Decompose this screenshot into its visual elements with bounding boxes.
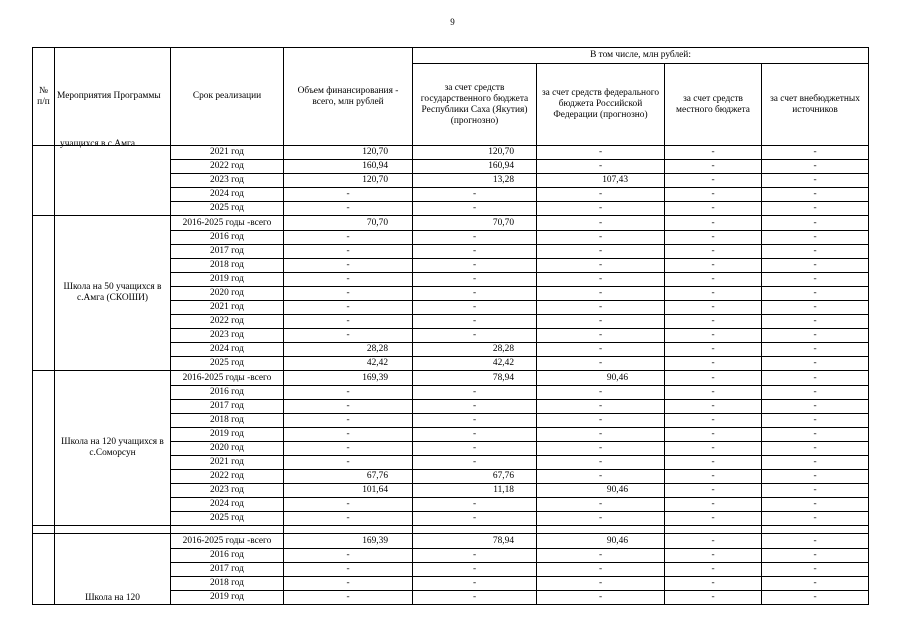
federal-cell: - — [537, 470, 665, 484]
table-row — [33, 371, 869, 386]
period-cell: 2024 год — [171, 498, 284, 512]
period-cell: 2022 год — [171, 315, 284, 329]
republic-cell: - — [413, 202, 537, 216]
federal-cell: - — [537, 273, 665, 287]
measure-name-cell — [55, 216, 171, 371]
federal-cell: - — [537, 400, 665, 414]
local-cell: - — [665, 591, 762, 605]
header-extra: за счет внебюджетных источников — [762, 64, 869, 146]
total-cell: 67,76 — [284, 470, 413, 484]
local-cell: - — [665, 456, 762, 470]
extra-cell: - — [762, 456, 869, 470]
total-cell: - — [284, 442, 413, 456]
period-cell: 2018 год — [171, 259, 284, 273]
header-federal: за счет средств федерального бюджета Российской Федерации (прогнозно) — [537, 64, 665, 146]
total-cell: 169,39 — [284, 534, 413, 549]
local-cell: - — [665, 442, 762, 456]
republic-cell: - — [413, 273, 537, 287]
federal-cell: - — [537, 386, 665, 400]
extra-cell: - — [762, 245, 869, 259]
total-cell: - — [284, 273, 413, 287]
local-cell: - — [665, 343, 762, 357]
extra-cell: - — [762, 484, 869, 498]
federal-cell: - — [537, 428, 665, 442]
federal-cell: - — [537, 414, 665, 428]
table-row — [33, 146, 869, 160]
total-cell: 42,42 — [284, 357, 413, 371]
gap-cell — [171, 526, 284, 534]
total-cell: 169,39 — [284, 371, 413, 386]
table-row — [33, 534, 869, 549]
gap-name-cell — [55, 526, 171, 534]
republic-cell: - — [413, 498, 537, 512]
republic-cell: - — [413, 442, 537, 456]
period-cell: 2016 год — [171, 386, 284, 400]
total-cell: - — [284, 414, 413, 428]
period-cell: 2025 год — [171, 512, 284, 526]
measure-name-cell — [55, 371, 171, 526]
extra-cell: - — [762, 414, 869, 428]
extra-cell: - — [762, 259, 869, 273]
total-cell: 101,64 — [284, 484, 413, 498]
local-cell: - — [665, 428, 762, 442]
federal-cell: - — [537, 216, 665, 231]
total-cell: 160,94 — [284, 160, 413, 174]
extra-cell: - — [762, 231, 869, 245]
extra-cell: - — [762, 202, 869, 216]
block-gap-row — [33, 526, 869, 534]
extra-cell: - — [762, 188, 869, 202]
local-cell: - — [665, 315, 762, 329]
republic-cell: - — [413, 245, 537, 259]
federal-cell: 107,43 — [537, 174, 665, 188]
local-cell: - — [665, 301, 762, 315]
local-cell: - — [665, 563, 762, 577]
period-cell: 2018 год — [171, 577, 284, 591]
local-cell: - — [665, 498, 762, 512]
financing-table-container — [32, 47, 868, 604]
period-cell: 2025 год — [171, 357, 284, 371]
republic-cell: - — [413, 188, 537, 202]
federal-cell: - — [537, 231, 665, 245]
measure-name-cell — [55, 139, 171, 216]
period-cell: 2019 год — [171, 591, 284, 605]
period-cell: 2024 год — [171, 188, 284, 202]
extra-cell: - — [762, 386, 869, 400]
republic-cell: - — [413, 563, 537, 577]
extra-cell: - — [762, 357, 869, 371]
total-cell: - — [284, 428, 413, 442]
local-cell: - — [665, 273, 762, 287]
period-cell: 2022 год — [171, 470, 284, 484]
measure-name: Школа на 120 — [85, 593, 140, 603]
total-cell: 120,70 — [284, 174, 413, 188]
extra-cell: - — [762, 371, 869, 386]
header-group: В том числе, млн рублей: — [413, 48, 869, 64]
total-cell: - — [284, 512, 413, 526]
extra-cell: - — [762, 160, 869, 174]
total-cell: - — [284, 577, 413, 591]
period-cell: 2023 год — [171, 329, 284, 343]
extra-cell: - — [762, 442, 869, 456]
extra-cell: - — [762, 549, 869, 563]
period-cell: 2019 год — [171, 428, 284, 442]
local-cell: - — [665, 231, 762, 245]
extra-cell: - — [762, 216, 869, 231]
period-cell: 2024 год — [171, 343, 284, 357]
total-cell: - — [284, 202, 413, 216]
total-cell: 28,28 — [284, 343, 413, 357]
republic-cell: - — [413, 456, 537, 470]
total-cell: - — [284, 287, 413, 301]
federal-cell: - — [537, 259, 665, 273]
republic-cell: 28,28 — [413, 343, 537, 357]
local-cell: - — [665, 287, 762, 301]
extra-cell: - — [762, 315, 869, 329]
total-cell: 70,70 — [284, 216, 413, 231]
period-cell: 2020 год — [171, 287, 284, 301]
total-cell: - — [284, 188, 413, 202]
period-cell: 2022 год — [171, 160, 284, 174]
period-cell: 2021 год — [171, 456, 284, 470]
republic-cell: 67,76 — [413, 470, 537, 484]
federal-cell: - — [537, 188, 665, 202]
measure-name-cell — [55, 534, 171, 605]
extra-cell: - — [762, 591, 869, 605]
header-num: № п/п — [33, 48, 55, 146]
republic-cell: - — [413, 386, 537, 400]
republic-cell: - — [413, 577, 537, 591]
gap-cell — [537, 526, 665, 534]
extra-cell: - — [762, 534, 869, 549]
period-cell: 2021 год — [171, 301, 284, 315]
total-cell: - — [284, 301, 413, 315]
republic-cell: - — [413, 512, 537, 526]
republic-cell: 120,70 — [413, 146, 537, 160]
total-cell: - — [284, 549, 413, 563]
extra-cell: - — [762, 577, 869, 591]
total-cell: - — [284, 591, 413, 605]
extra-cell: - — [762, 400, 869, 414]
page-number: 9 — [450, 17, 455, 27]
local-cell: - — [665, 259, 762, 273]
federal-cell: - — [537, 245, 665, 259]
republic-cell: - — [413, 315, 537, 329]
local-cell: - — [665, 216, 762, 231]
local-cell: - — [665, 371, 762, 386]
republic-cell: - — [413, 414, 537, 428]
period-cell: 2016 год — [171, 549, 284, 563]
total-cell: - — [284, 456, 413, 470]
period-cell: 2021 год — [171, 146, 284, 160]
measure-name: Школа на 120 учащихся в с.Соморсун — [61, 437, 164, 458]
header-local: за счет средств местного бюджета — [665, 64, 762, 146]
local-cell: - — [665, 414, 762, 428]
row-num-cell — [33, 216, 55, 371]
federal-cell: 90,46 — [537, 534, 665, 549]
total-cell: - — [284, 231, 413, 245]
federal-cell: - — [537, 287, 665, 301]
period-cell: 2017 год — [171, 563, 284, 577]
gap-num-cell — [33, 526, 55, 534]
period-cell: 2025 год — [171, 202, 284, 216]
total-cell: - — [284, 386, 413, 400]
republic-cell: - — [413, 301, 537, 315]
local-cell: - — [665, 160, 762, 174]
republic-cell: - — [413, 259, 537, 273]
republic-cell: - — [413, 591, 537, 605]
local-cell: - — [665, 386, 762, 400]
extra-cell: - — [762, 329, 869, 343]
table-body — [33, 139, 869, 605]
period-cell: 2016 год — [171, 231, 284, 245]
extra-cell: - — [762, 301, 869, 315]
federal-cell: - — [537, 301, 665, 315]
republic-cell: - — [413, 400, 537, 414]
period-cell: 2023 год — [171, 484, 284, 498]
header-total: Объем финансирования - всего, млн рублей — [284, 48, 413, 146]
federal-cell: - — [537, 343, 665, 357]
extra-cell: - — [762, 343, 869, 357]
republic-cell: - — [413, 428, 537, 442]
financing-table — [32, 47, 869, 605]
local-cell: - — [665, 245, 762, 259]
local-cell: - — [665, 400, 762, 414]
federal-cell: - — [537, 563, 665, 577]
republic-cell: 11,18 — [413, 484, 537, 498]
republic-cell: - — [413, 329, 537, 343]
federal-cell: - — [537, 456, 665, 470]
period-cell: 2016-2025 годы -всего — [171, 216, 284, 231]
local-cell: - — [665, 329, 762, 343]
federal-cell: - — [537, 329, 665, 343]
total-cell: - — [284, 259, 413, 273]
gap-cell — [762, 526, 869, 534]
federal-cell: - — [537, 498, 665, 512]
local-cell: - — [665, 512, 762, 526]
republic-cell: - — [413, 549, 537, 563]
federal-cell: - — [537, 160, 665, 174]
extra-cell: - — [762, 498, 869, 512]
period-cell: 2019 год — [171, 273, 284, 287]
measure-name: Школа на 50 учащихся в с.Амга (СКОШИ) — [63, 282, 162, 303]
extra-cell: - — [762, 146, 869, 160]
total-cell: - — [284, 329, 413, 343]
header-measure: Мероприятия Программы — [55, 48, 171, 146]
local-cell: - — [665, 188, 762, 202]
period-cell: 2020 год — [171, 442, 284, 456]
federal-cell: 90,46 — [537, 371, 665, 386]
republic-cell: 42,42 — [413, 357, 537, 371]
federal-cell: - — [537, 591, 665, 605]
table-row — [33, 216, 869, 231]
extra-cell: - — [762, 174, 869, 188]
local-cell: - — [665, 174, 762, 188]
federal-cell: - — [537, 442, 665, 456]
local-cell: - — [665, 357, 762, 371]
federal-cell: - — [537, 315, 665, 329]
local-cell: - — [665, 534, 762, 549]
extra-cell: - — [762, 512, 869, 526]
local-cell: - — [665, 202, 762, 216]
total-cell: - — [284, 245, 413, 259]
period-cell: 2017 год — [171, 400, 284, 414]
period-cell: 2023 год — [171, 174, 284, 188]
federal-cell: - — [537, 357, 665, 371]
extra-cell: - — [762, 287, 869, 301]
total-cell: - — [284, 400, 413, 414]
republic-cell: 13,28 — [413, 174, 537, 188]
federal-cell: - — [537, 549, 665, 563]
total-cell: 120,70 — [284, 146, 413, 160]
row-num-cell — [33, 146, 55, 216]
republic-cell: - — [413, 287, 537, 301]
republic-cell: 160,94 — [413, 160, 537, 174]
gap-cell — [284, 526, 413, 534]
local-cell: - — [665, 146, 762, 160]
gap-cell — [413, 526, 537, 534]
extra-cell: - — [762, 563, 869, 577]
republic-cell: 78,94 — [413, 534, 537, 549]
gap-cell — [665, 526, 762, 534]
period-cell: 2017 год — [171, 245, 284, 259]
federal-cell: - — [537, 512, 665, 526]
federal-cell: - — [537, 577, 665, 591]
federal-cell: 90,46 — [537, 484, 665, 498]
local-cell: - — [665, 484, 762, 498]
extra-cell: - — [762, 470, 869, 484]
local-cell: - — [665, 577, 762, 591]
period-cell: 2018 год — [171, 414, 284, 428]
period-cell: 2016-2025 годы -всего — [171, 534, 284, 549]
total-cell: - — [284, 563, 413, 577]
row-num-cell — [33, 371, 55, 526]
federal-cell: - — [537, 202, 665, 216]
republic-cell: 78,94 — [413, 371, 537, 386]
row-num-cell — [33, 534, 55, 605]
republic-cell: - — [413, 231, 537, 245]
extra-cell: - — [762, 428, 869, 442]
local-cell: - — [665, 470, 762, 484]
federal-cell: - — [537, 146, 665, 160]
header-republic: за счет средств государственного бюджета Республики Саха (Якутия) (прогнозно) — [413, 64, 537, 146]
extra-cell: - — [762, 273, 869, 287]
local-cell: - — [665, 549, 762, 563]
header-period: Срок реализации — [171, 48, 284, 146]
measure-name: учащихся в с.Амга — [60, 139, 136, 149]
period-cell: 2016-2025 годы -всего — [171, 371, 284, 386]
republic-cell: 70,70 — [413, 216, 537, 231]
total-cell: - — [284, 315, 413, 329]
total-cell: - — [284, 498, 413, 512]
